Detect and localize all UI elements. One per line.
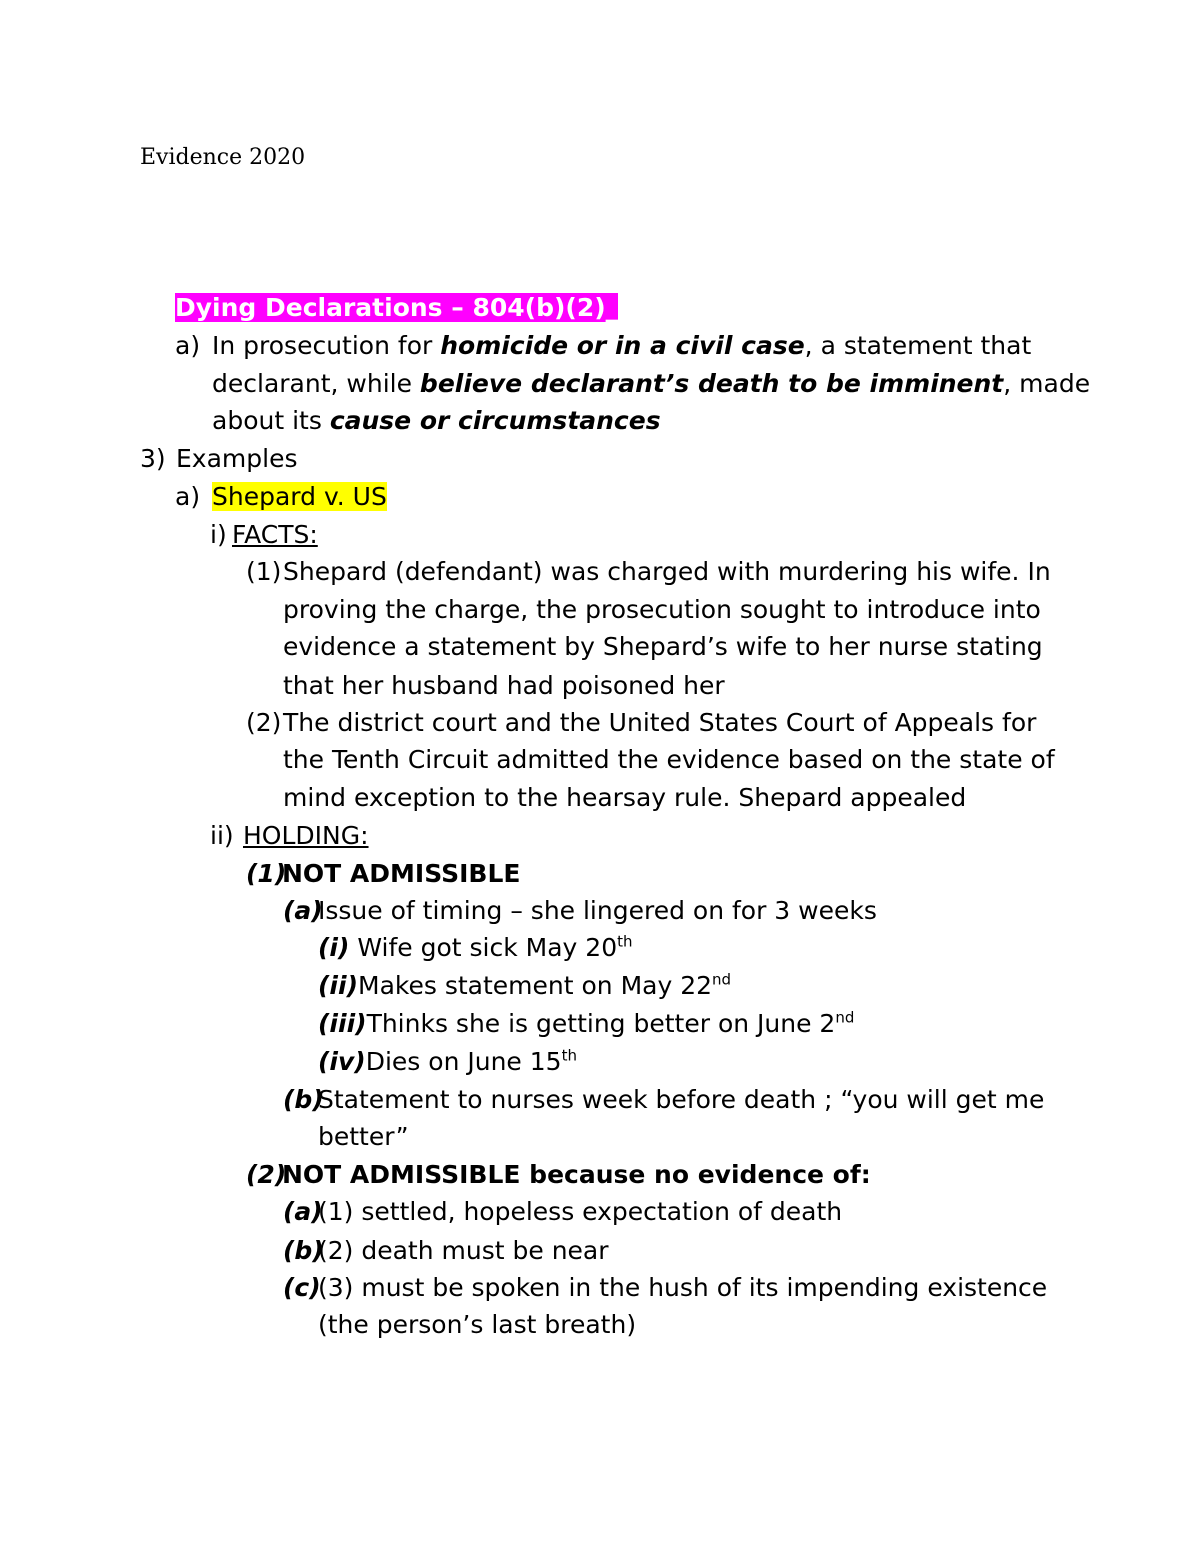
- fact-1-line-4: that her husband had poisoned her: [283, 671, 725, 700]
- timeline-3-marker: (iii): [318, 1009, 367, 1038]
- timeline-4-marker: (iv): [318, 1047, 366, 1076]
- holding-2b-marker: (b): [283, 1236, 324, 1265]
- definition-line-1: a) In prosecution for homicide or in a civil case, a statement that: [175, 331, 1032, 360]
- holding-2c-line-2: (the person’s last breath): [318, 1310, 637, 1339]
- timeline-item-3: (iii)Thinks she is getting better on June 2nd: [318, 1008, 855, 1038]
- holding-2b: (b)(2) death must be near: [283, 1236, 609, 1265]
- examples-item: [140, 444, 297, 474]
- fact-2-marker: (2): [246, 708, 282, 737]
- heading-text: Dying Declarations – 804(b)(2): [175, 293, 606, 322]
- fact-1-marker: (1): [246, 557, 282, 586]
- holding-1a-marker: (a): [283, 896, 323, 925]
- holding-label: HOLDING:: [243, 821, 369, 850]
- holding-1-marker: (1): [246, 859, 287, 888]
- holding-2: (2)NOT ADMISSIBLE because no evidence of:: [246, 1160, 871, 1189]
- holding-item: [210, 821, 369, 851]
- facts-marker: i): [210, 520, 227, 549]
- case-name: Shepard v. US: [212, 482, 387, 511]
- holding-2c-line-1: (c)(3) must be spoken in the hush of its impending existence: [283, 1273, 1048, 1302]
- holding-2c-marker: (c): [283, 1273, 321, 1302]
- examples-marker: 3): [140, 444, 166, 473]
- timeline-item-4: (iv)Dies on June 15th: [318, 1046, 577, 1076]
- fact-2-line-3: mind exception to the hearsay rule. Shepard appealed: [283, 783, 967, 812]
- holding-1b-line-2: better”: [318, 1122, 409, 1151]
- timeline-item-2: (ii)Makes statement on May 22nd: [318, 970, 732, 1000]
- holding-2a: (a)(1) settled, hopeless expectation of death: [283, 1197, 843, 1226]
- fact-1-line-2: proving the charge, the prosecution sought to introduce into: [283, 595, 1041, 624]
- timeline-item-1: (i) Wife got sick May 20th: [318, 932, 633, 962]
- case-item: [175, 482, 387, 512]
- holding-2a-marker: (a): [283, 1197, 323, 1226]
- holding-1a: (a)Issue of timing – she lingered on for 3 weeks: [283, 896, 877, 925]
- holding-1b-line-1: (b)Statement to nurses week before death ; “you will get me: [283, 1085, 1045, 1114]
- heading-trail: _: [605, 293, 619, 322]
- holding-1b-marker: (b): [283, 1085, 324, 1114]
- fact-1-line-3: evidence a statement by Shepard’s wife to her nurse stating: [283, 632, 1043, 661]
- document-header: Evidence 2020: [140, 145, 306, 170]
- definition-line-2: declarant, while believe declarant’s death to be imminent, made: [212, 369, 1091, 398]
- timeline-2-marker: (ii): [318, 971, 358, 1000]
- section-heading: [175, 293, 618, 323]
- facts-label: FACTS:: [232, 520, 318, 549]
- examples-label: Examples: [176, 444, 298, 473]
- timeline-1-marker: (i): [318, 933, 350, 962]
- holding-1: (1)NOT ADMISSIBLE: [246, 859, 521, 888]
- case-marker: a): [175, 482, 201, 511]
- definition-line-3: about its cause or circumstances: [212, 406, 661, 435]
- fact-2-line-2: the Tenth Circuit admitted the evidence based on the state of: [283, 745, 1055, 774]
- facts-item: [210, 520, 318, 550]
- fact-2-line-1: (2)The district court and the United States Court of Appeals for: [246, 708, 1037, 737]
- holding-marker: ii): [210, 821, 234, 850]
- fact-1-line-1: (1)Shepard (defendant) was charged with murdering his wife. In: [246, 557, 1051, 586]
- definition-marker: a): [175, 331, 201, 360]
- holding-2-marker: (2): [246, 1160, 287, 1189]
